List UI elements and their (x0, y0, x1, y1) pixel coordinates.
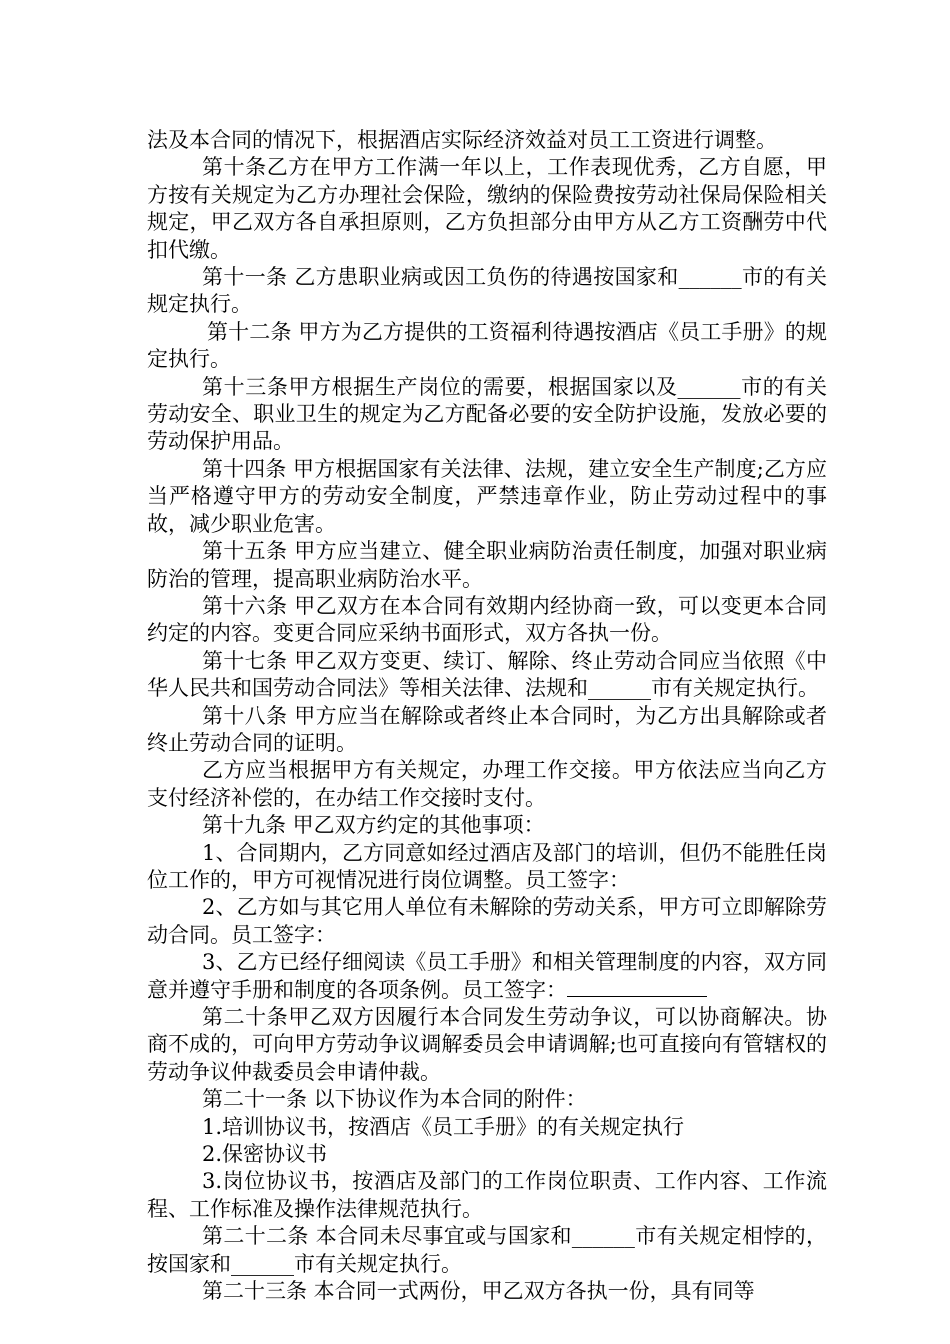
article-16: 第十六条 甲乙双方在本合同有效期内经协商一致，可以变更本合同约定的内容。变更合同应采纳书面形式，双方各执一份。 (147, 593, 827, 646)
article-11: 第十一条 乙方患职业病或因工负伤的待遇按国家和______市的有关规定执行。 (147, 265, 827, 317)
article-14: 第十四条 甲方根据国家有关法律、法规，建立安全生产制度;乙方应当严格遵守甲方的劳动安全制度，严禁违章作业，防止劳动过程中的事故，减少职业危害。 (147, 456, 827, 536)
article-13: 第十三条甲方根据生产岗位的需要，根据国家以及______市的有关劳动安全、职业卫生的规定为乙方配备必要的安全防护设施，发放必要的劳动保护用品。 (147, 374, 827, 454)
article-17: 第十七条 甲乙双方变更、续订、解除、终止劳动合同应当依照《中华人民共和国劳动合同法》等相关法律、法规和______市有关规定执行。 (147, 648, 827, 701)
article-19-item-3 (147, 949, 827, 1004)
article-18: 第十八条 甲方应当在解除或者终止本合同时，为乙方出具解除或者终止劳动合同的证明。 (147, 703, 827, 755)
contract-body (147, 127, 827, 1305)
attachment-2: 2.保密协议书 (202, 1142, 328, 1167)
article-15: 第十五条 甲方应当建立、健全职业病防治责任制度，加强对职业病防治的管理，提高职业病防治水平。 (147, 539, 827, 591)
article-22: 第二十二条 本合同未尽事宜或与国家和______市有关规定相悖的，按国家和______市有关规定执行。 (147, 1224, 827, 1276)
article-19-item-1: 1、合同期内，乙方同意如经过酒店及部门的培训，但仍不能胜任岗位工作的，甲方可视情况进行岗位调整。员工签字： (147, 840, 827, 892)
paragraph-continuation: 法及本合同的情况下，根据酒店实际经济效益对员工工资进行调整。 (147, 128, 777, 152)
signature-line (567, 978, 707, 997)
article-19-item-3-text: 3、乙方已经仔细阅读《员工手册》和相关管理制度的内容，双方同意并遵守手册和制度的各项条例。员工签字： (147, 950, 827, 1002)
article-20: 第二十条甲乙双方因履行本合同发生劳动争议，可以协商解决。协商不成的，可向甲方劳动争议调解委员会申请调解;也可直接向有管辖权的劳动争议仲裁委员会申请仲裁。 (147, 1005, 827, 1084)
article-19-item-2: 2、乙方如与其它用人单位有未解除的劳动关系，甲方可立即解除劳动合同。员工签字： (147, 895, 827, 947)
article-21: 第二十一条 以下协议作为本合同的附件： (202, 1087, 587, 1112)
attachment-1: 1.培训协议书，按酒店《员工手册》的有关规定执行 (202, 1114, 685, 1139)
article-19: 第十九条 甲乙双方约定的其他事项： (202, 813, 545, 838)
attachment-3: 3.岗位协议书，按酒店及部门的工作岗位职责、工作内容、工作流程、工作标准及操作法律规范执行。 (147, 1169, 827, 1221)
article-10: 第十条乙方在甲方工作满一年以上，工作表现优秀，乙方自愿，甲方按有关规定为乙方办理社会保险，缴纳的保险费按劳动社保局保险相关规定，甲乙双方各自承担原则，乙方负担部分由甲方从乙方工资酬劳中代扣代缴。 (147, 155, 827, 262)
article-12: 第十二条 甲方为乙方提供的工资福利待遇按酒店《员工手册》的规定执行。 (147, 319, 827, 372)
article-23: 第二十三条 本合同一式两份，甲乙双方各执一份，具有同等 (202, 1279, 755, 1304)
article-18-handover: 乙方应当根据甲方有关规定，办理工作交接。甲方依法应当向乙方支付经济补偿的，在办结工作交接时支付。 (147, 758, 827, 810)
